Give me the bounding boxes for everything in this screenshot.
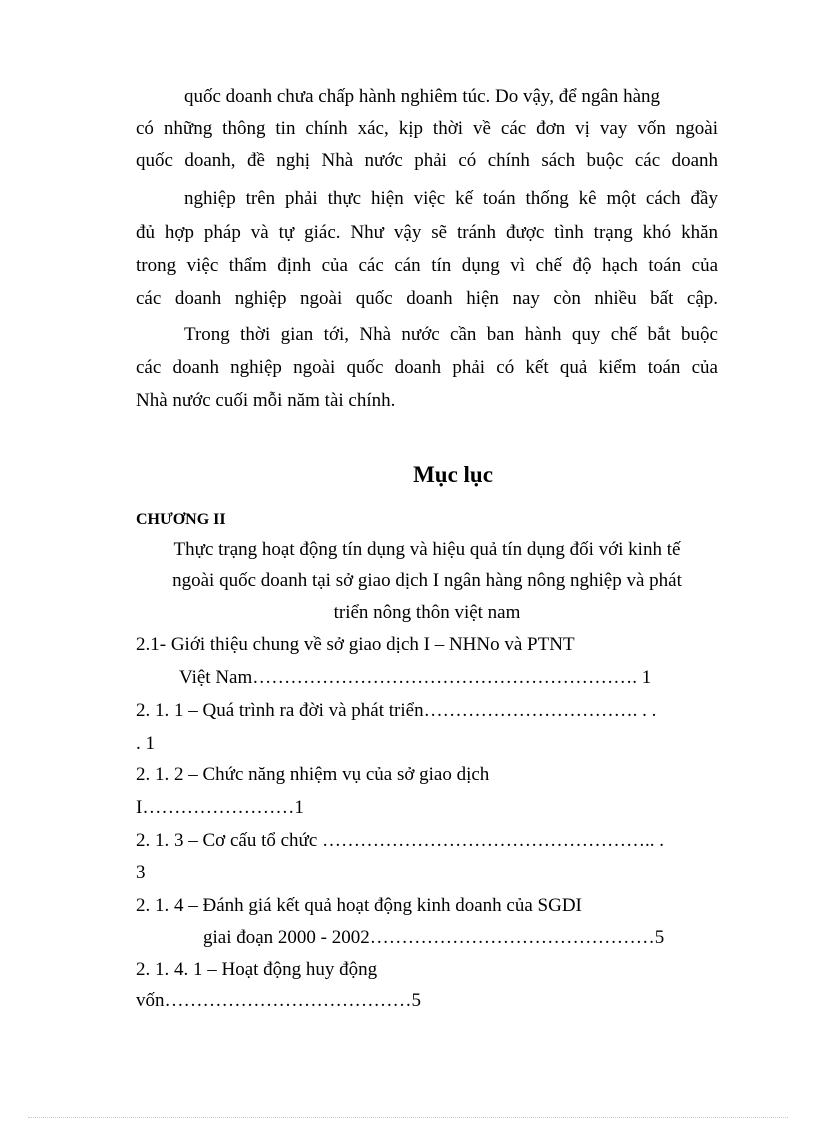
paragraph-line: đủ hợp pháp và tự giác. Như vậy sẽ tránh được tình trạng khó khăn (136, 222, 718, 243)
paragraph-line: các doanh nghiệp ngoài quốc doanh phải có kết quả kiểm toán của (136, 357, 718, 378)
toc-entry: 2.1- Giới thiệu chung về sở giao dịch I – NHNo và PTNT (136, 634, 575, 655)
toc-entry: 2. 1. 4 – Đánh giá kết quả hoạt động kinh doanh của SGDI (136, 895, 582, 916)
toc-entry: 2. 1. 4. 1 – Hoạt động huy động (136, 959, 378, 980)
paragraph-line: trong việc thẩm định của các cán tín dụng vì chế độ hạch toán của (136, 255, 718, 276)
toc-entry: 2. 1. 2 – Chức năng nhiệm vụ của sở giao dịch (136, 764, 490, 785)
paragraph-line: nghiệp trên phải thực hiện việc kế toán thống kê một cách đầy (184, 188, 718, 209)
toc-entry: vốn…………………………………5 (136, 990, 421, 1011)
paragraph-line: có những thông tin chính xác, kịp thời về các đơn vị vay vốn ngoài (136, 118, 718, 139)
page-bottom-rule (28, 1117, 788, 1118)
toc-entry: 3 (136, 862, 146, 883)
chapter-title-line: Thực trạng hoạt động tín dụng và hiệu quả tín dụng đối với kinh tế (173, 539, 681, 560)
paragraph-line: các doanh nghiệp ngoài quốc doanh hiện nay còn nhiều bất cập. (136, 288, 718, 309)
paragraph-line: quốc doanh, đề nghị Nhà nước phải có chính sách buộc các doanh (136, 150, 718, 171)
page-title: Mục lục (413, 462, 493, 487)
paragraph-line: Trong thời gian tới, Nhà nước cần ban hành quy chế bắt buộc (184, 324, 718, 345)
chapter-title-line: ngoài quốc doanh tại sở giao dịch I ngân hàng nông nghiệp và phát (172, 570, 682, 591)
toc-entry: Việt Nam……………………………………………………. 1 (179, 667, 652, 688)
toc-entry: 2. 1. 3 – Cơ cấu tổ chức …………………………………………….. . (136, 830, 665, 851)
toc-entry: . 1 (136, 733, 155, 754)
paragraph-line: quốc doanh chưa chấp hành nghiêm túc. Do vậy, để ngân hàng (184, 86, 661, 107)
toc-entry: I……………………1 (136, 797, 304, 818)
chapter-title-line: triển nông thôn việt nam (333, 602, 521, 623)
paragraph-line: Nhà nước cuối mỗi năm tài chính. (136, 390, 396, 411)
toc-entry: 2. 1. 1 – Quá trình ra đời và phát triển……………………………. . . (136, 700, 657, 721)
chapter-heading: CHƯƠNG II (136, 511, 226, 528)
toc-entry: giai đoạn 2000 - 2002………………………………………5 (203, 927, 665, 948)
